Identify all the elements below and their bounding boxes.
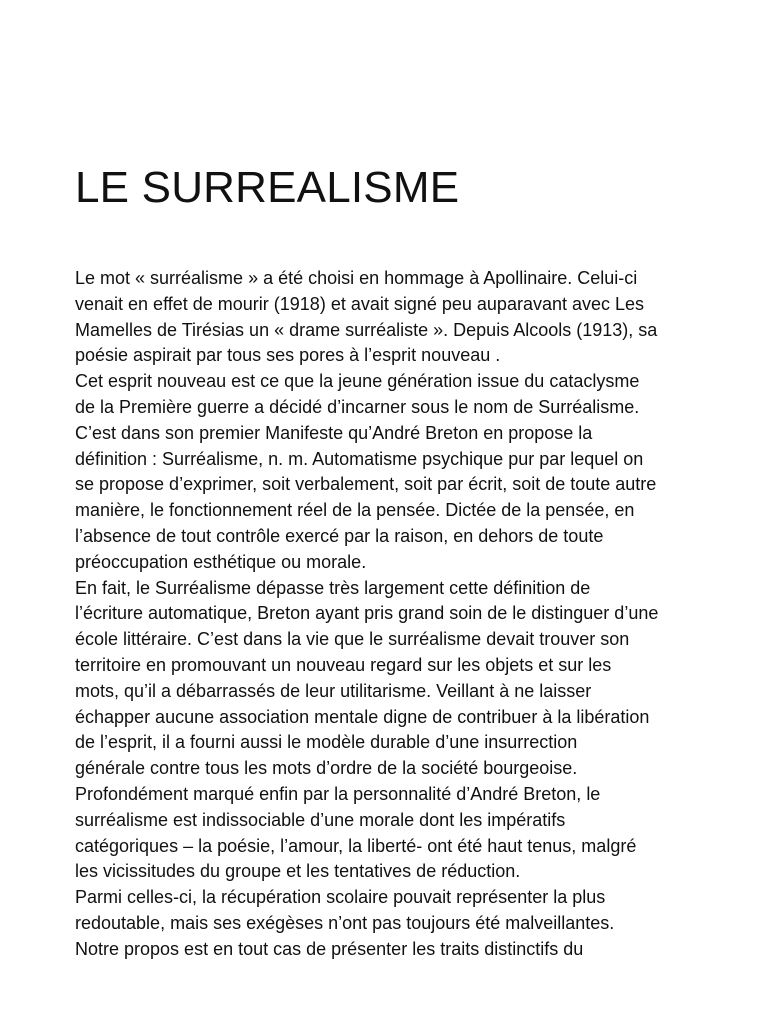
text-line: de la Première guerre a décidé d’incarner sous le nom de Surréalisme. — [75, 396, 640, 417]
text-line: Profondément marqué enfin par la personnalité d’André Breton, le — [75, 783, 601, 804]
text-line: Cet esprit nouveau est ce que la jeune génération issue du cataclysme — [75, 371, 640, 392]
text-line: surréalisme est indissociable d’une morale dont les impératifs — [75, 809, 566, 830]
text-line: échapper aucune association mentale digne de contribuer à la libération — [75, 706, 650, 727]
text-line: les vicissitudes du groupe et les tentatives de réduction. — [75, 861, 521, 882]
text-line: C’est dans son premier Manifeste qu’André Breton en propose la — [75, 422, 593, 443]
text-line: En fait, le Surréalisme dépasse très largement cette définition de — [75, 577, 591, 598]
text-line: Notre propos est en tout cas de présenter les traits distinctifs du — [75, 938, 584, 959]
document-title: LE SURREALISME — [75, 163, 460, 212]
text-line: générale contre tous les mots d’ordre de la société bourgeoise. — [75, 758, 578, 779]
text-line: manière, le fonctionnement réel de la pensée. Dictée de la pensée, en — [75, 500, 635, 521]
text-line: de l’esprit, il a fourni aussi le modèle durable d’une insurrection — [75, 732, 578, 753]
text-line: l’écriture automatique, Breton ayant pris grand soin de le distinguer d’une — [75, 603, 659, 624]
text-line: venait en effet de mourir (1918) et avait signé peu auparavant avec Les — [75, 293, 645, 314]
text-line: redoutable, mais ses exégèses n’ont pas toujours été malveillantes. — [75, 912, 615, 933]
text-line: préoccupation esthétique ou morale. — [75, 551, 367, 572]
text-line: école littéraire. C’est dans la vie que le surréalisme devait trouver son — [75, 629, 630, 650]
body-text — [75, 266, 705, 963]
text-line: Parmi celles-ci, la récupération scolaire pouvait représenter la plus — [75, 887, 606, 908]
text-line: Le mot « surréalisme » a été choisi en hommage à Apollinaire. Celui-ci — [75, 268, 638, 288]
text-line: l’absence de tout contrôle exercé par la raison, en dehors de toute — [75, 525, 604, 546]
text-line: poésie aspirait par tous ses pores à l’esprit nouveau . — [75, 345, 501, 366]
text-line: territoire en promouvant un nouveau regard sur les objets et sur les — [75, 654, 612, 675]
text-line: se propose d’exprimer, soit verbalement, soit par écrit, soit de toute autre — [75, 474, 657, 495]
text-line: définition : Surréalisme, n. m. Automatisme psychique pur par lequel on — [75, 448, 644, 469]
text-line: catégoriques – la poésie, l’amour, la liberté- ont été haut tenus, malgré — [75, 835, 637, 856]
text-line: mots, qu’il a débarrassés de leur utilitarisme. Veillant à ne laisser — [75, 680, 592, 701]
text-line: Mamelles de Tirésias un « drame surréaliste ». Depuis Alcools (1913), sa — [75, 319, 658, 340]
